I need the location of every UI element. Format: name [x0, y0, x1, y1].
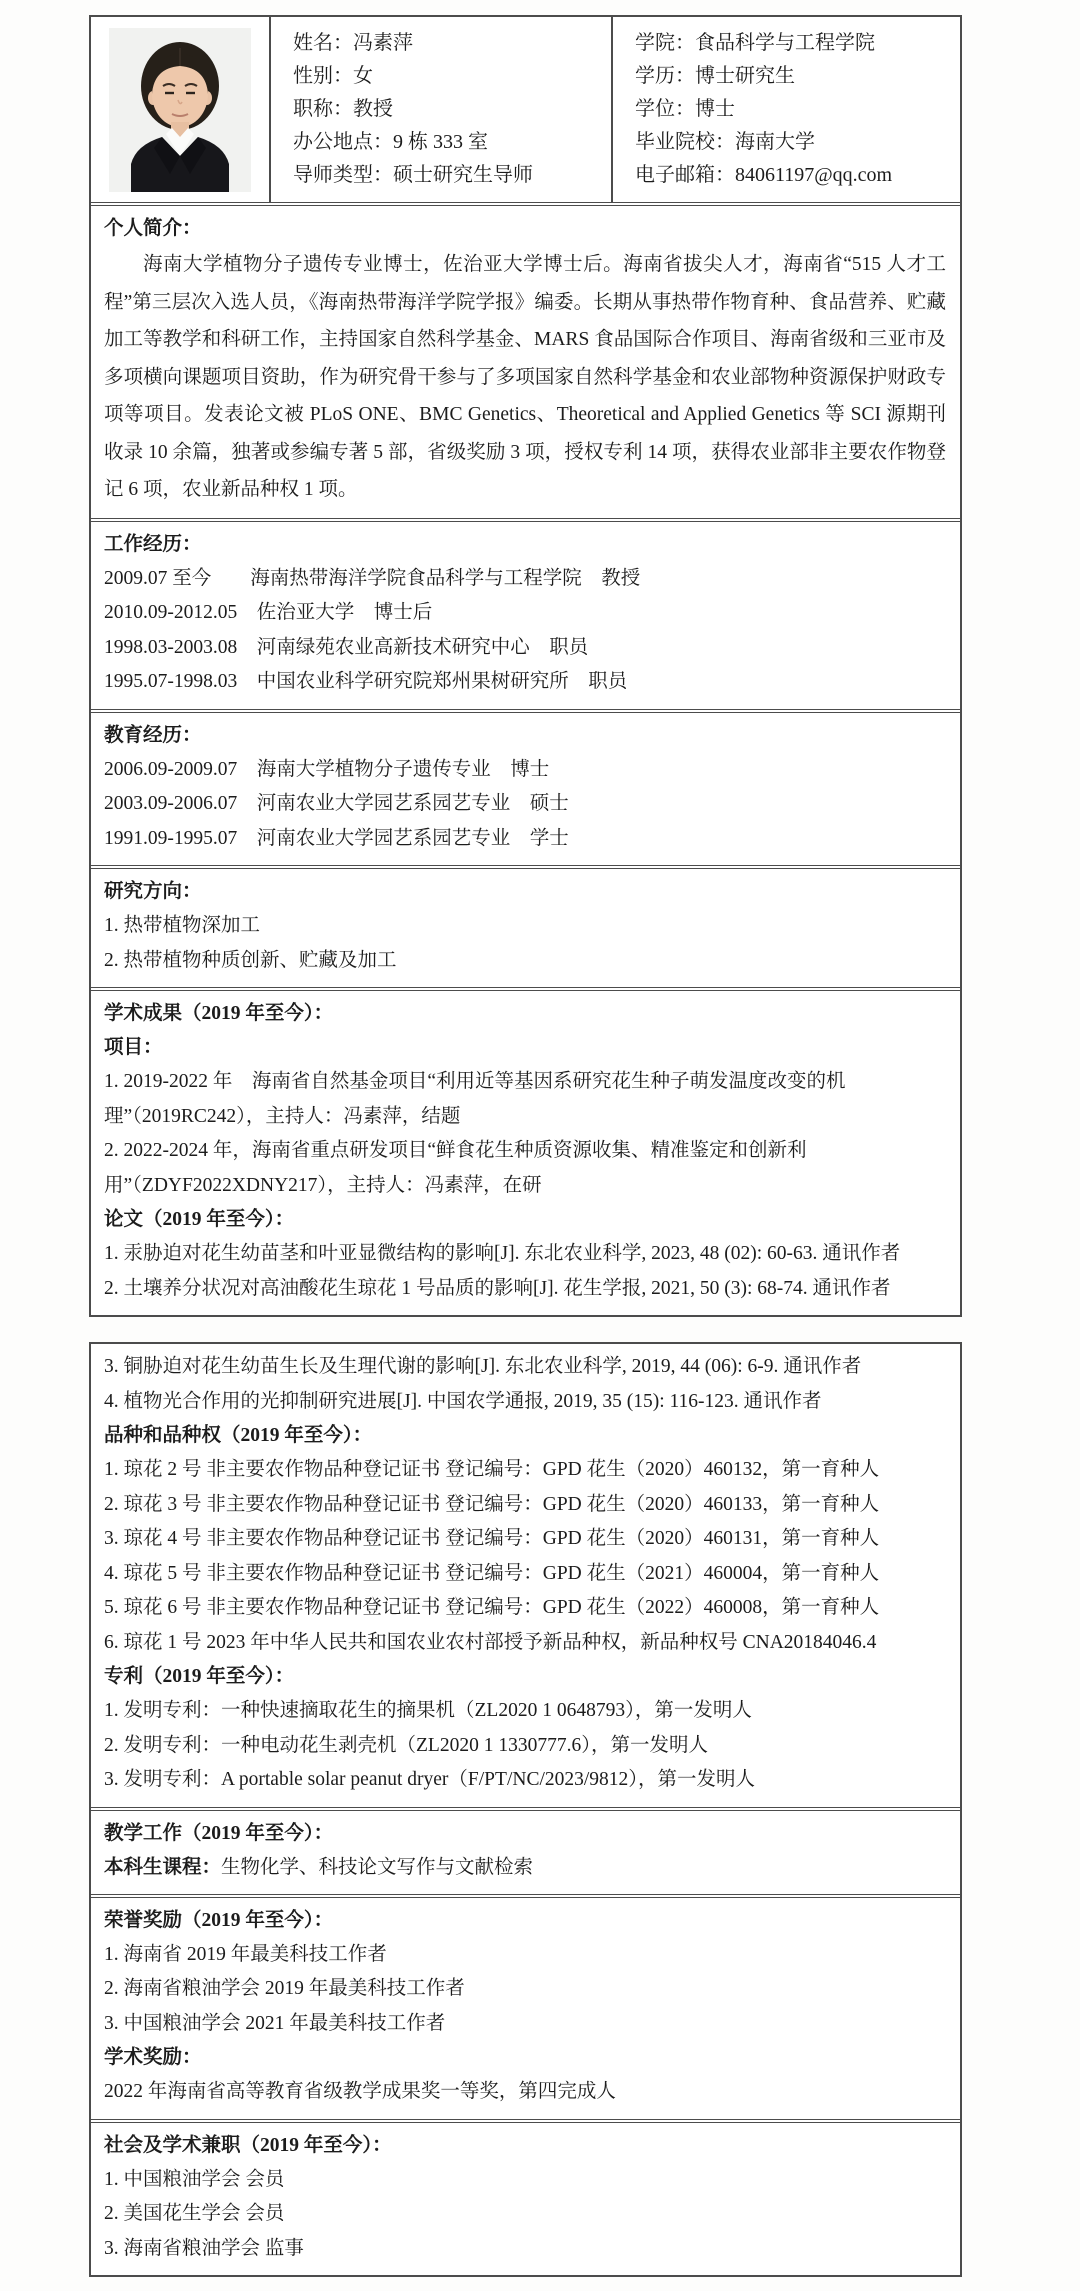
section-heading: 学术奖励： [104, 2047, 202, 2068]
photo-cell [91, 17, 271, 202]
section-heading: 工作经历： [104, 533, 202, 555]
basic-info-right [613, 17, 960, 202]
academic-achievements-continued-section [91, 1344, 960, 1807]
section-heading: 个人简介： [104, 218, 202, 239]
field-value: 教授 [353, 98, 393, 120]
text-line [104, 1851, 946, 1885]
field-label: 学位： [635, 98, 695, 120]
cv-document [89, 15, 962, 2277]
title-field [293, 93, 603, 126]
text-line: 1. 琼花 2 号 非主要农作物品种登记证书 登记编号：GPD 花生（2020）460132，第一育种人 [104, 1459, 880, 1480]
field-value: 84061197@qq.com [735, 164, 893, 186]
text-line: 4. 植物光合作用的光抑制研究进展[J]. 中国农学通报, 2019, 35 (15): 116-123. 通讯作者 [104, 1390, 822, 1412]
gender-field [293, 60, 603, 93]
field-label: 电子邮箱： [635, 164, 735, 186]
field-label: 毕业院校： [635, 131, 735, 153]
honors-awards-section [91, 1894, 960, 2119]
field-label: 学院： [635, 32, 695, 54]
text-line: 1995.07-1998.03 中国农业科学研究院郑州果树研究所 职员 [104, 671, 628, 692]
text-line: 1. 海南省 2019 年最美科技工作者 [104, 1943, 387, 1965]
text-line: 2. 美国花生学会 会员 [104, 2203, 285, 2224]
line-label: 本科生课程： [104, 1856, 222, 1878]
field-label: 姓名： [293, 32, 353, 54]
text-line: 2. 发明专利：一种电动花生剥壳机（ZL2020 1 1330777.6），第一发明人 [104, 1734, 708, 1756]
text-line: 2. 热带植物种质创新、贮藏及加工 [104, 949, 397, 971]
teaching-work-section [91, 1807, 960, 1894]
field-value: 食品科学与工程学院 [695, 32, 875, 54]
text-line: 2022 年海南省高等教育省级教学成果奖一等奖，第四完成人 [104, 2081, 616, 2102]
text-line: 2. 2022-2024 年，海南省重点研发项目“鲜食花生种质资源收集、精准鉴定和创新利用”（ZDYF2022XDNY217），主持人：冯素萍，在研 [104, 1140, 807, 1196]
basic-info-header-row [91, 17, 960, 202]
field-value: 硕士研究生导师 [393, 164, 533, 186]
field-label: 职称： [293, 98, 353, 120]
section-heading: 学术成果（2019 年至今）： [104, 1003, 334, 1024]
text-line: 5. 琼花 6 号 非主要农作物品种登记证书 登记编号：GPD 花生（2022）460008，第一育种人 [104, 1597, 880, 1618]
text-line: 2. 琼花 3 号 非主要农作物品种登记证书 登记编号：GPD 花生（2020）460133，第一育种人 [104, 1493, 880, 1515]
cv-table-block-2 [89, 1342, 962, 2277]
alma-mater-field [635, 126, 952, 159]
text-line: 3. 铜胁迫对花生幼苗生长及生理代谢的影响[J]. 东北农业科学, 2019, 44 (06): 6-9. 通讯作者 [104, 1356, 862, 1377]
section-heading: 教学工作（2019 年至今）： [104, 1822, 334, 1844]
section-heading: 教育经历： [104, 724, 202, 746]
text-line: 1. 汞胁迫对花生幼苗茎和叶亚显微结构的影响[J]. 东北农业科学, 2023, 48 (02): 60-63. 通讯作者 [104, 1243, 901, 1264]
section-heading: 专利（2019 年至今）： [104, 1666, 295, 1687]
education-section [91, 709, 960, 866]
cv-body-blocks [89, 1317, 962, 2277]
basic-info-left [271, 17, 613, 202]
text-line: 2010.09-2012.05 佐治亚大学 博士后 [104, 602, 433, 623]
text-line: 3. 中国粮油学会 2021 年最美科技工作者 [104, 2012, 446, 2034]
text-line: 3. 发明专利：A portable solar peanut dryer（F/PT/NC/2023/9812），第一发明人 [104, 1769, 756, 1790]
advisor-type-field [293, 159, 603, 192]
college-field [635, 27, 952, 60]
field-label: 性别： [293, 65, 353, 87]
field-value: 9 栋 333 室 [393, 131, 488, 153]
text-line: 1998.03-2003.08 河南绿苑农业高新技术研究中心 职员 [104, 636, 589, 658]
text-line: 2009.07 至今 海南热带海洋学院食品科学与工程学院 教授 [104, 567, 641, 589]
field-value: 女 [353, 65, 373, 87]
field-value: 博士 [695, 98, 735, 120]
text-line: 2. 海南省粮油学会 2019 年最美科技工作者 [104, 1978, 465, 1999]
field-value: 冯素萍 [353, 32, 413, 54]
section-heading: 品种和品种权（2019 年至今）： [104, 1425, 373, 1446]
education-level-field [635, 60, 952, 93]
field-value: 海南大学 [735, 131, 815, 153]
section-heading: 社会及学术兼职（2019 年至今）： [104, 2134, 392, 2156]
text-line: 3. 海南省粮油学会 监事 [104, 2237, 304, 2259]
section-heading: 项目： [104, 1037, 163, 1058]
email-field [635, 159, 952, 192]
academic-achievements-section [91, 987, 960, 1315]
field-label: 学历： [635, 65, 695, 87]
field-value: 博士研究生 [695, 65, 795, 87]
social-academic-memberships-section [91, 2119, 960, 2276]
cv-table-block-1 [89, 15, 962, 1317]
degree-field [635, 93, 952, 126]
text-line: 2006.09-2009.07 海南大学植物分子遗传专业 博士 [104, 758, 550, 780]
text-line: 1. 热带植物深加工 [104, 915, 261, 936]
office-field [293, 126, 603, 159]
text-line: 3. 琼花 4 号 非主要农作物品种登记证书 登记编号：GPD 花生（2020）460131，第一育种人 [104, 1528, 880, 1549]
work-experience-section [91, 518, 960, 709]
text-line: 2. 土壤养分状况对高油酸花生琼花 1 号品质的影响[J]. 花生学报, 2021, 50 (3): 68-74. 通讯作者 [104, 1277, 891, 1299]
section-heading: 荣誉奖励（2019 年至今）： [104, 1909, 334, 1931]
page-break-gap [89, 1317, 962, 1342]
text-line: 1. 2019-2022 年 海南省自然基金项目“利用近等基因系研究花生种子萌发温度改变的机理”（2019RC242），主持人：冯素萍，结题 [104, 1071, 846, 1127]
text-line: 1. 发明专利：一种快速摘取花生的摘果机（ZL2020 1 0648793），第一发明人 [104, 1700, 752, 1721]
personal-profile-section [91, 202, 960, 518]
profile-paragraph: 海南大学植物分子遗传专业博士，佐治亚大学博士后。海南省拔尖人才，海南省“515 人才工程”第三层次入选人员，《海南热带海洋学院学报》编委。长期从事热带作物育种、食品营养、贮藏加工等教学和科研工作，主持国家自然科学基金、MARS 食品国际合作项目、海南省级和三亚市及多项横向课题项目资助，作为研究骨干参与了多项国家自然科学基金和农业部物种资源保护财政专项等项目。发表论文被 PLoS ONE、BMC Genetics、Theoretical and Applied Genetics 等 SCI 源期刊收录 10 余篇，独著或参编专著 5 部，省级奖励 3 项，授权专利 14 项，获得农业部非主要农作物登记 6 项，农业新品种权 1 项。 [104, 254, 946, 500]
text-line: 4. 琼花 5 号 非主要农作物品种登记证书 登记编号：GPD 花生（2021）460004，第一育种人 [104, 1562, 880, 1584]
section-heading: 论文（2019 年至今）： [104, 1209, 295, 1230]
name-field [293, 27, 603, 60]
section-heading: 研究方向： [104, 881, 202, 902]
text-line: 1. 中国粮油学会 会员 [104, 2168, 285, 2190]
field-label: 导师类型： [293, 164, 393, 186]
line-value: 生物化学、科技论文写作与文献检索 [221, 1856, 534, 1878]
text-line: 2003.09-2006.07 河南农业大学园艺系园艺专业 硕士 [104, 793, 569, 814]
field-label: 办公地点： [293, 131, 393, 153]
portrait-photo-icon [109, 28, 251, 192]
text-line: 1991.09-1995.07 河南农业大学园艺系园艺专业 学士 [104, 827, 569, 849]
text-line: 6. 琼花 1 号 2023 年中华人民共和国农业农村部授予新品种权，新品种权号 CNA20184046.4 [104, 1631, 877, 1653]
research-directions-section [91, 865, 960, 987]
